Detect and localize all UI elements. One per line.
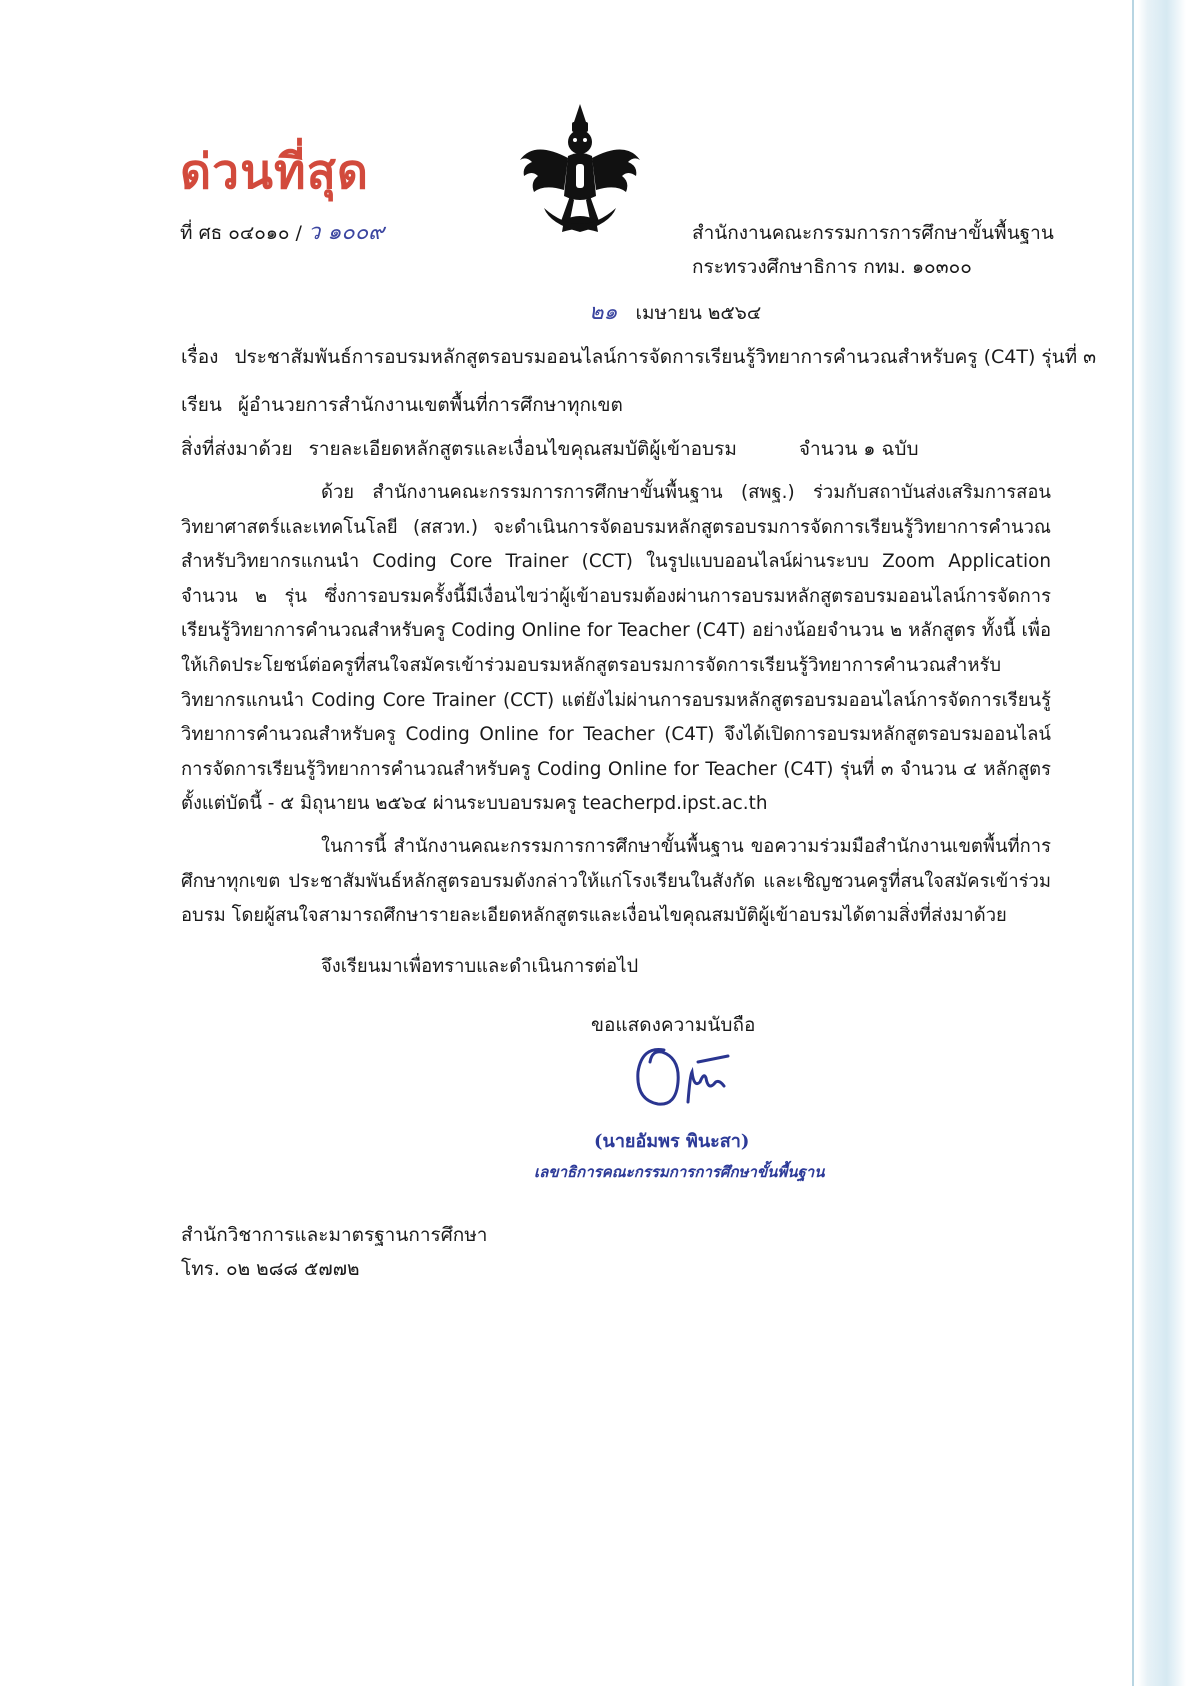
document-number-handwritten: ว ๑๐๐๙ — [307, 220, 385, 245]
attachment-line — [181, 434, 919, 464]
body-paragraph-3 — [181, 950, 1051, 985]
recipient-label: เรียน — [181, 394, 222, 416]
attachment-label: สิ่งที่ส่งมาด้วย — [181, 438, 293, 460]
footer-phone: โทร. ๐๒ ๒๘๘ ๕๗๗๒ — [181, 1258, 360, 1280]
body-paragraph-2-text: ในการนี้ สำนักงานคณะกรรมการการศึกษาขั้นพื้นฐาน ขอความร่วมมือสำนักงานเขตพื้นที่การศึกษาทุกเขต ประชาสัมพันธ์หลักสูตรอบรมดังกล่าวให้แก่โรงเรียนในสังกัด และเชิญชวนครูที่สนใจสมัครเข้าร่วมอบรม โดยผู้สนใจสามารถศึกษารายละเอียดหลักสูตรและเงื่อนไขคุณสมบัติผู้เข้าอบรมได้ตามสิ่งที่ส่งมาด้วย — [181, 836, 1051, 927]
office-address: กระทรวงศึกษาธิการ กทม. ๑๐๓๐๐ — [692, 256, 972, 278]
recipient-text: ผู้อำนวยการสำนักงานเขตพื้นที่การศึกษาทุกเขต — [237, 394, 623, 416]
date-day-handwritten: ๒๑ — [589, 300, 618, 325]
body-paragraph-1 — [181, 476, 1051, 822]
signature-icon — [628, 1042, 738, 1110]
letter-date — [589, 294, 761, 329]
issuing-office — [692, 216, 1054, 284]
document-number-prefix: ที่ ศธ ๐๔๐๑๐ / — [180, 222, 302, 244]
footer-department: สำนักวิชาการและมาตรฐานการศึกษา — [181, 1224, 488, 1246]
body-paragraph-3-text: จึงเรียนมาเพื่อทราบและดำเนินการต่อไป — [321, 956, 639, 977]
subject-text: ประชาสัมพันธ์การอบรมหลักสูตรอบรมออนไลน์การจัดการเรียนรู้วิทยาการคำนวณสำหรับครู (C4T) รุ่นที่ ๓ — [234, 346, 1097, 368]
subject-label: เรื่อง — [181, 346, 219, 368]
urgency-stamp: ด่วนที่สุด — [180, 144, 370, 200]
subject-line — [181, 342, 1096, 372]
recipient-line — [181, 390, 623, 420]
attachment-text: รายละเอียดหลักสูตรและเงื่อนไขคุณสมบัติผู้เข้าอบรม — [308, 438, 737, 460]
signer-name: (นายอัมพร พินะสา) — [594, 1131, 750, 1152]
body-paragraph-2 — [181, 830, 1051, 934]
closing-regards: ขอแสดงความนับถือ — [591, 1014, 756, 1036]
signer-title: เลขาธิการคณะกรรมการการศึกษาขั้นพื้นฐาน — [534, 1163, 825, 1181]
garuda-emblem-icon — [514, 100, 646, 240]
footer — [181, 1218, 487, 1286]
office-name: สำนักงานคณะกรรมการการศึกษาขั้นพื้นฐาน — [692, 222, 1054, 244]
attachment-quantity: จำนวน ๑ ฉบับ — [798, 438, 919, 460]
scan-edge-line — [1132, 0, 1134, 1686]
body-paragraph-1-text: ด้วย สำนักงานคณะกรรมการการศึกษาขั้นพื้นฐาน (สพฐ.) ร่วมกับสถาบันส่งเสริมการสอนวิทยาศาสตร์และเทคโนโลยี (สสวท.) จะดำเนินการจัดอบรมหลักสูตรอบรมการจัดการเรียนรู้วิทยาการคำนวณสำหรับวิทยากรแกนนำ Coding Core Trainer (CCT) ในรูปแบบออนไลน์ผ่านระบบ Zoom Application จำนวน ๒ รุ่น ซึ่งการอบรมครั้งนี้มีเงื่อนไขว่าผู้เข้าอบรมต้องผ่านการอบรมหลักสูตรอบรมออนไลน์การจัดการเรียนรู้วิทยาการคำนวณสำหรับครู Coding Online for Teacher (C4T) อย่างน้อยจำนวน ๒ หลักสูตร ทั้งนี้ เพื่อให้เกิดประโยชน์ต่อครูที่สนใจสมัครเข้าร่วมอบรมหลักสูตรอบรมการจัดการเรียนรู้วิทยาการคำนวณสำหรับวิทยากรแกนนำ Coding Core Trainer (CCT) แต่ยังไม่ผ่านการอบรมหลักสูตรอบรมออนไลน์การจัดการเรียนรู้วิทยาการคำนวณสำหรับครู Coding Online for Teacher (C4T) จึงได้เปิดการอบรมหลักสูตรอบรมออนไลน์การจัดการเรียนรู้วิทยาการคำนวณสำหรับครู Coding Online for Teacher (C4T) รุ่นที่ ๓ จำนวน ๔ หลักสูตร ตั้งแต่บัดนี้ - ๕ มิถุนายน ๒๕๖๔ ผ่านระบบอบรมครู teacherpd.ipst.ac.th — [181, 482, 1051, 815]
date-month-year: เมษายน ๒๕๖๔ — [635, 302, 762, 324]
scan-edge — [1138, 0, 1186, 1686]
document-number — [180, 214, 384, 249]
